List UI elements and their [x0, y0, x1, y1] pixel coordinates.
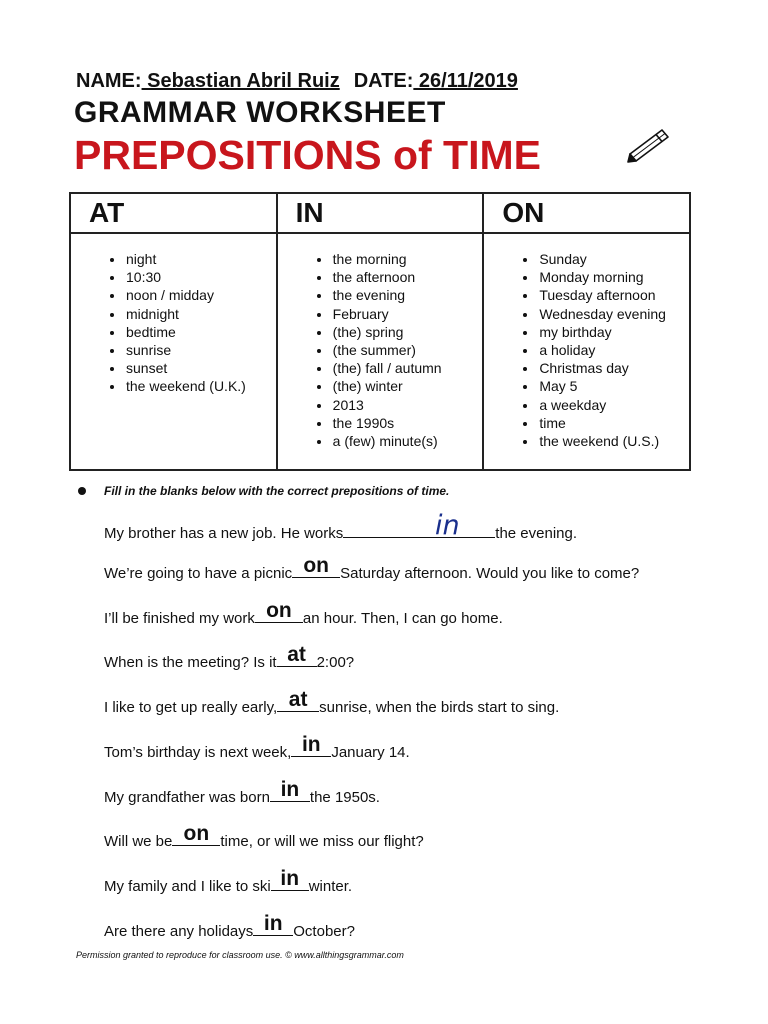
question-text-after: time, or will we miss our flight? — [220, 833, 424, 850]
column-heading-in: IN — [277, 193, 484, 233]
footer-permission: Permission granted to reproduce for classroom use. © www.allthingsgrammar.com — [76, 950, 404, 960]
question-text — [104, 912, 355, 940]
question-text-before: When is the meeting? Is it — [104, 654, 277, 671]
handwritten-answer: in — [301, 733, 321, 756]
handwritten-answer: on — [183, 822, 210, 845]
question-text-before: Tom’s birthday is next week, — [104, 744, 292, 761]
question-text-after: winter. — [308, 878, 353, 895]
question-text-before: Are there any holidays — [104, 923, 254, 940]
question-text-after: Saturday afternoon. Would you like to come? — [340, 565, 640, 582]
prepositions-table — [69, 192, 691, 471]
table-list-item: • the evening — [332, 286, 483, 304]
answer-blank[interactable] — [271, 867, 309, 891]
handwritten-answer: on — [266, 599, 292, 622]
table-list-item: • Christmas day — [538, 359, 689, 377]
blank-line — [343, 522, 413, 538]
question-text-after: an hour. Then, I can go home. — [302, 610, 503, 627]
table-list-item: • time — [538, 414, 689, 432]
table-list-item: • noon / midday — [125, 286, 276, 304]
table-list-item: • Monday morning — [538, 268, 689, 286]
pencil-icon — [626, 124, 672, 164]
at-list — [71, 250, 276, 396]
column-in — [277, 233, 484, 470]
question-text — [104, 867, 353, 895]
question-text-before: My brother has a new job. He works — [104, 525, 344, 542]
question-text-before: I’ll be finished my work — [104, 610, 255, 627]
table-list-item: • May 5 — [538, 377, 689, 395]
question-text-after: 2:00? — [316, 654, 355, 671]
question-text — [104, 510, 578, 542]
question-text-after: January 14. — [331, 744, 410, 761]
table-list-item: • (the) winter — [332, 377, 483, 395]
table-list-item: • the weekend (U.S.) — [538, 432, 689, 450]
question-text-after: the evening. — [495, 525, 578, 542]
table-list-item: • my birthday — [538, 323, 689, 341]
table-list-item: • (the summer) — [332, 341, 483, 359]
student-name: Sebastian Abril Ruiz — [141, 70, 340, 92]
question-text — [104, 688, 560, 716]
table-list-item: • 2013 — [332, 396, 483, 414]
table-list-item: • February — [332, 305, 483, 323]
table-list-item: • the morning — [332, 250, 483, 268]
on-list — [484, 250, 689, 450]
handwritten-answer: at — [288, 688, 308, 711]
question-text-after: the 1950s. — [309, 789, 380, 806]
answer-blank[interactable] — [413, 510, 481, 541]
date-value: 26/11/2019 — [413, 70, 518, 92]
column-on — [483, 233, 690, 470]
handwritten-answer: in — [280, 778, 300, 801]
table-list-item: • bedtime — [125, 323, 276, 341]
question-text — [104, 554, 640, 582]
table-list-item: • Tuesday afternoon — [538, 286, 689, 304]
answer-blank[interactable] — [291, 733, 331, 757]
table-list-item: • the 1990s — [332, 414, 483, 432]
question-text-after: sunrise, when the birds start to sing. — [319, 699, 560, 716]
handwritten-answer: in — [280, 867, 300, 890]
question-text-before: We’re going to have a picnic — [104, 565, 293, 582]
question-text — [104, 643, 355, 671]
name-label: NAME: — [76, 70, 142, 92]
table-list-item: • Sunday — [538, 250, 689, 268]
table-list-item: • the afternoon — [332, 268, 483, 286]
table-list-item: • (the) spring — [332, 323, 483, 341]
handwritten-answer: in — [263, 912, 283, 935]
question-text — [104, 599, 503, 627]
blank-line — [481, 522, 495, 538]
table-list-item: • sunset — [125, 359, 276, 377]
answer-blank[interactable] — [253, 912, 293, 936]
page-title: PREPOSITIONS of TIME — [74, 132, 541, 178]
question-text-before: I like to get up really early, — [104, 699, 278, 716]
question-text — [104, 733, 410, 761]
in-list — [278, 250, 483, 450]
question-text — [104, 778, 380, 806]
name-date-line — [76, 70, 518, 93]
question-text-after: October? — [293, 923, 355, 940]
handwritten-answer: on — [303, 554, 329, 577]
table-list-item: • (the) fall / autumn — [332, 359, 483, 377]
handwritten-answer: at — [287, 643, 306, 666]
question-text-before: My family and I like to ski — [104, 878, 271, 895]
worksheet-title: GRAMMAR WORKSHEET — [74, 96, 446, 129]
answer-blank[interactable] — [277, 688, 319, 712]
column-heading-on: ON — [483, 193, 690, 233]
table-list-item: • sunrise — [125, 341, 276, 359]
date-label: DATE: — [353, 70, 414, 92]
table-list-item: • midnight — [125, 305, 276, 323]
column-heading-at: AT — [70, 193, 277, 233]
table-list-item: • a weekday — [538, 396, 689, 414]
table-list-item: • 10:30 — [125, 268, 276, 286]
question-text-before: Will we be — [104, 833, 173, 850]
table-list-item: • a holiday — [538, 341, 689, 359]
table-list-item: • a (few) minute(s) — [332, 432, 483, 450]
question-text-before: My grandfather was born — [104, 789, 270, 806]
table-list-item: • the weekend (U.K.) — [125, 377, 276, 395]
handwritten-answer: in — [434, 510, 460, 541]
column-at — [70, 233, 277, 470]
answer-blank[interactable] — [172, 822, 220, 846]
answer-blank[interactable] — [270, 778, 310, 802]
question-text — [104, 822, 424, 850]
answer-blank[interactable] — [255, 599, 303, 623]
answer-blank[interactable] — [292, 554, 340, 578]
answer-blank[interactable] — [277, 643, 317, 667]
table-list-item: • night — [125, 250, 276, 268]
instructions-text: Fill in the blanks below with the correct prepositions of time. — [104, 484, 450, 498]
table-list-item: • Wednesday evening — [538, 305, 689, 323]
instructions — [78, 484, 449, 498]
bullet-icon — [78, 487, 86, 495]
